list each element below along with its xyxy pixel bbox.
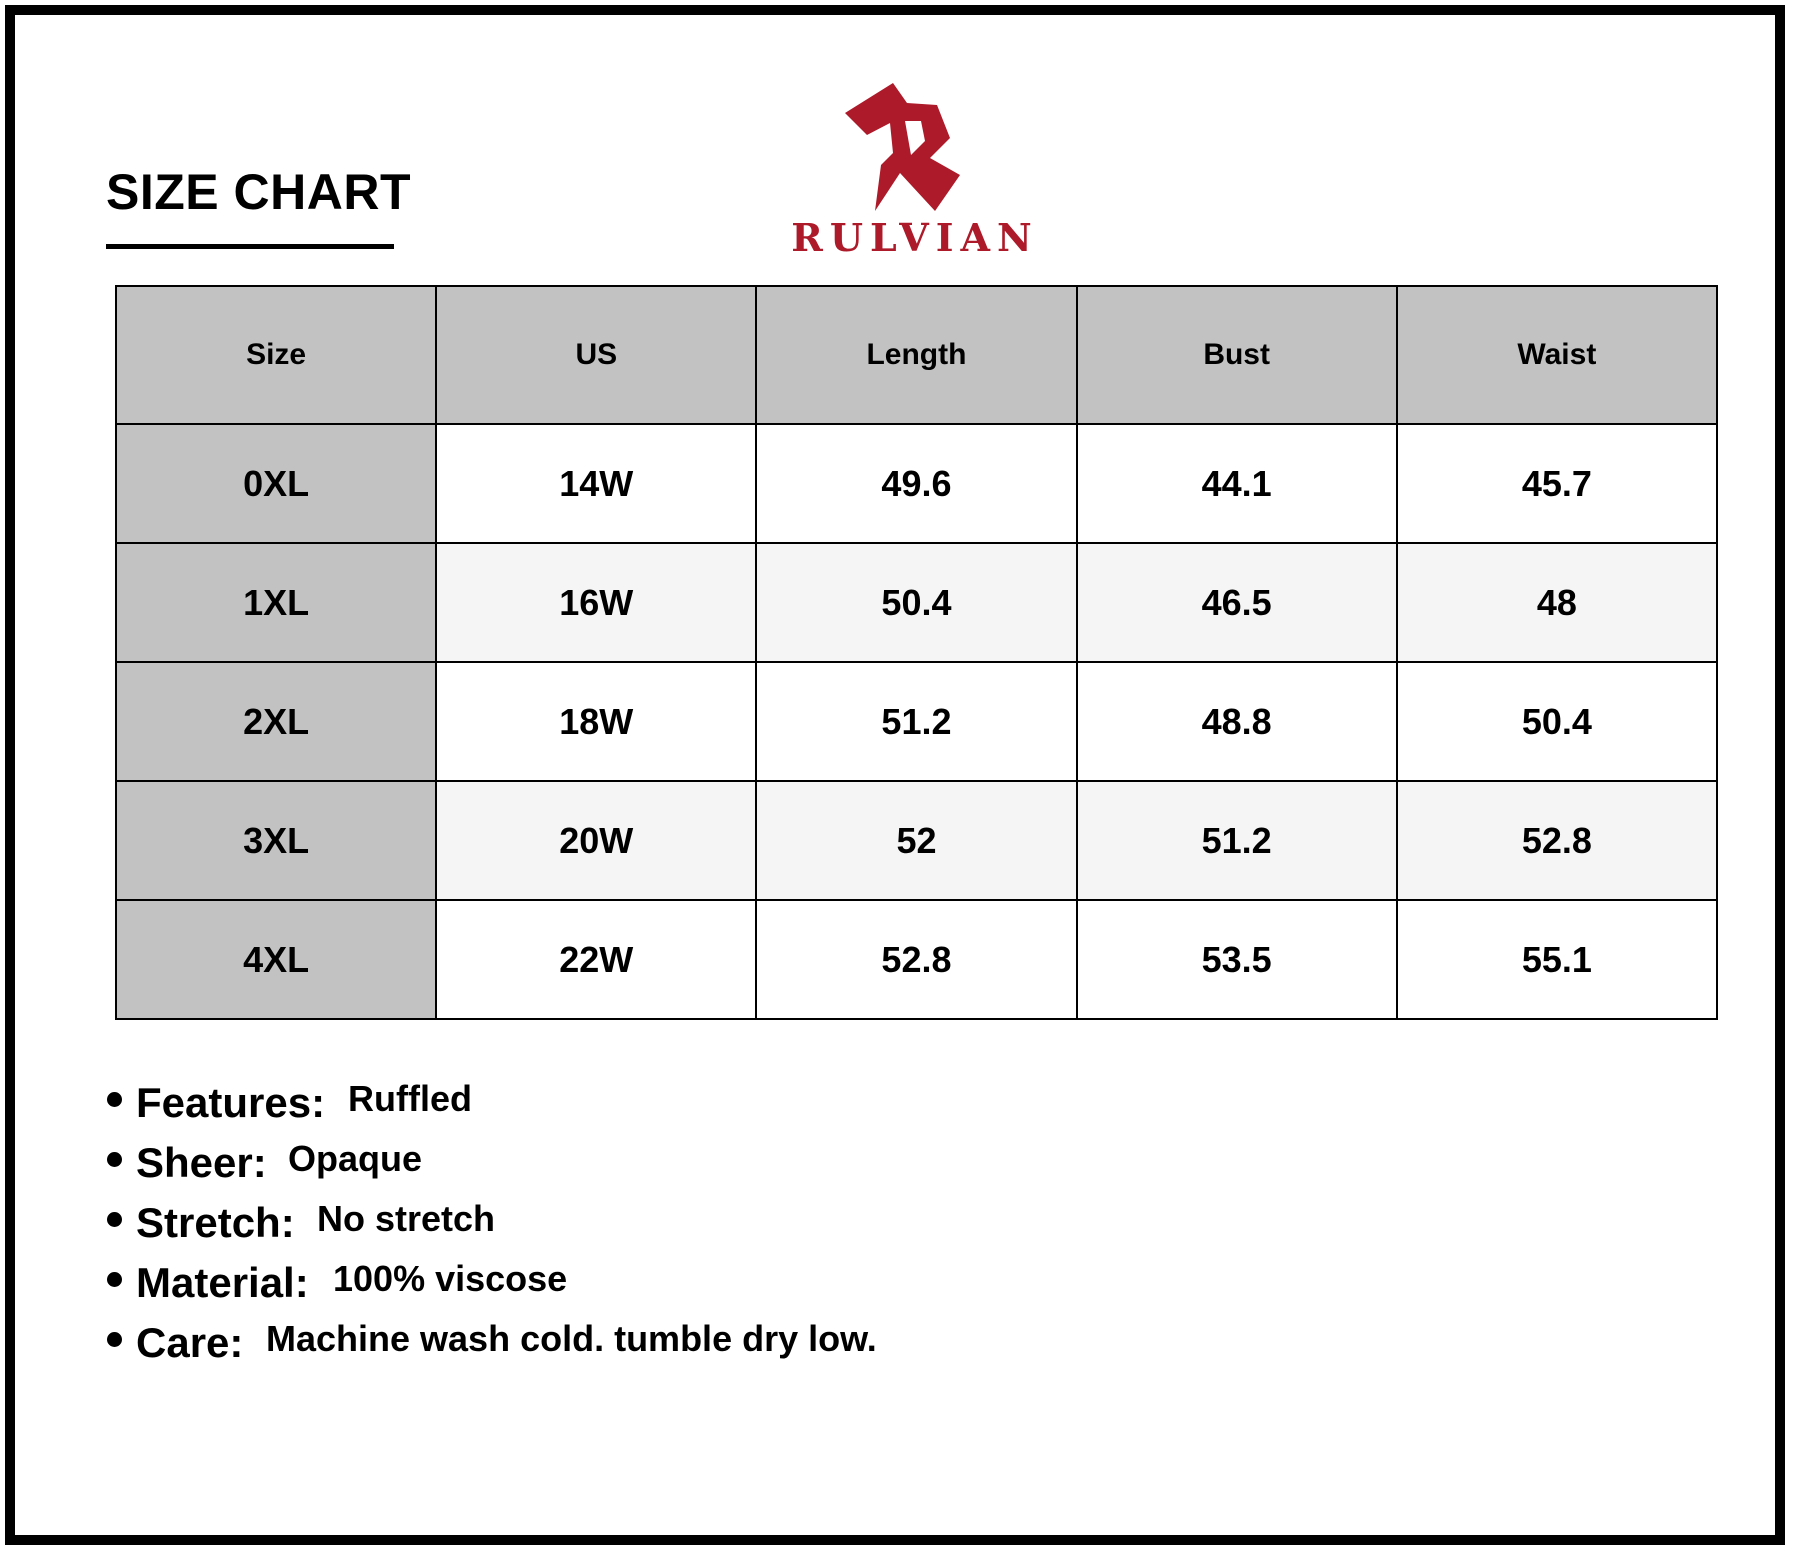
cell-length: 51.2 xyxy=(756,662,1076,781)
cell-us: 22W xyxy=(436,900,756,1019)
cell-size: 1XL xyxy=(116,543,436,662)
cell-us: 16W xyxy=(436,543,756,662)
table-row xyxy=(116,424,1717,543)
spec-value: Opaque xyxy=(288,1138,423,1179)
cell-size: 0XL xyxy=(116,424,436,543)
cell-bust: 44.1 xyxy=(1077,424,1397,543)
cell-us: 18W xyxy=(436,662,756,781)
cell-size: 4XL xyxy=(116,900,436,1019)
bullet-icon xyxy=(107,1092,122,1107)
cell-waist: 48 xyxy=(1397,543,1717,662)
cell-size: 3XL xyxy=(116,781,436,900)
cell-length: 50.4 xyxy=(756,543,1076,662)
spec-label: Features: xyxy=(136,1079,326,1126)
cell-bust: 46.5 xyxy=(1077,543,1397,662)
cell-us: 20W xyxy=(436,781,756,900)
cell-waist: 52.8 xyxy=(1397,781,1717,900)
header-bust: Bust xyxy=(1077,286,1397,424)
spec-value: Ruffled xyxy=(348,1078,472,1119)
table-row xyxy=(116,543,1717,662)
spec-value: Machine wash cold. tumble dry low. xyxy=(266,1318,877,1359)
spec-value: No stretch xyxy=(317,1198,496,1239)
brand-logo xyxy=(785,75,1065,265)
spec-label: Stretch: xyxy=(136,1199,295,1246)
header-size: Size xyxy=(116,286,436,424)
spec-label: Material: xyxy=(136,1259,309,1306)
cell-us: 14W xyxy=(436,424,756,543)
cell-waist: 45.7 xyxy=(1397,424,1717,543)
size-table xyxy=(115,285,1718,1020)
cell-bust: 48.8 xyxy=(1077,662,1397,781)
cell-length: 52 xyxy=(756,781,1076,900)
cell-bust: 51.2 xyxy=(1077,781,1397,900)
cell-waist: 55.1 xyxy=(1397,900,1717,1019)
cell-size: 2XL xyxy=(116,662,436,781)
cell-waist: 50.4 xyxy=(1397,662,1717,781)
cell-length: 49.6 xyxy=(756,424,1076,543)
bullet-icon xyxy=(107,1272,122,1287)
spec-value: 100% viscose xyxy=(333,1258,568,1299)
table-row xyxy=(116,781,1717,900)
header-us: US xyxy=(436,286,756,424)
brand-name: RULVIAN xyxy=(791,215,1039,260)
table-row xyxy=(116,662,1717,781)
cell-bust: 53.5 xyxy=(1077,900,1397,1019)
rulvian-r-logo-icon xyxy=(845,83,975,218)
bullet-icon xyxy=(107,1332,122,1347)
table-header-row xyxy=(116,286,1717,424)
page-frame xyxy=(5,5,1785,1545)
bullet-icon xyxy=(107,1212,122,1227)
header-length: Length xyxy=(756,286,1076,424)
spec-label: Care: xyxy=(136,1319,244,1366)
cell-length: 52.8 xyxy=(756,900,1076,1019)
title-underline xyxy=(106,244,394,249)
page-title: SIZE CHART xyxy=(106,164,411,220)
bullet-icon xyxy=(107,1152,122,1167)
header-waist: Waist xyxy=(1397,286,1717,424)
table-row xyxy=(116,900,1717,1019)
spec-label: Sheer: xyxy=(136,1139,267,1186)
